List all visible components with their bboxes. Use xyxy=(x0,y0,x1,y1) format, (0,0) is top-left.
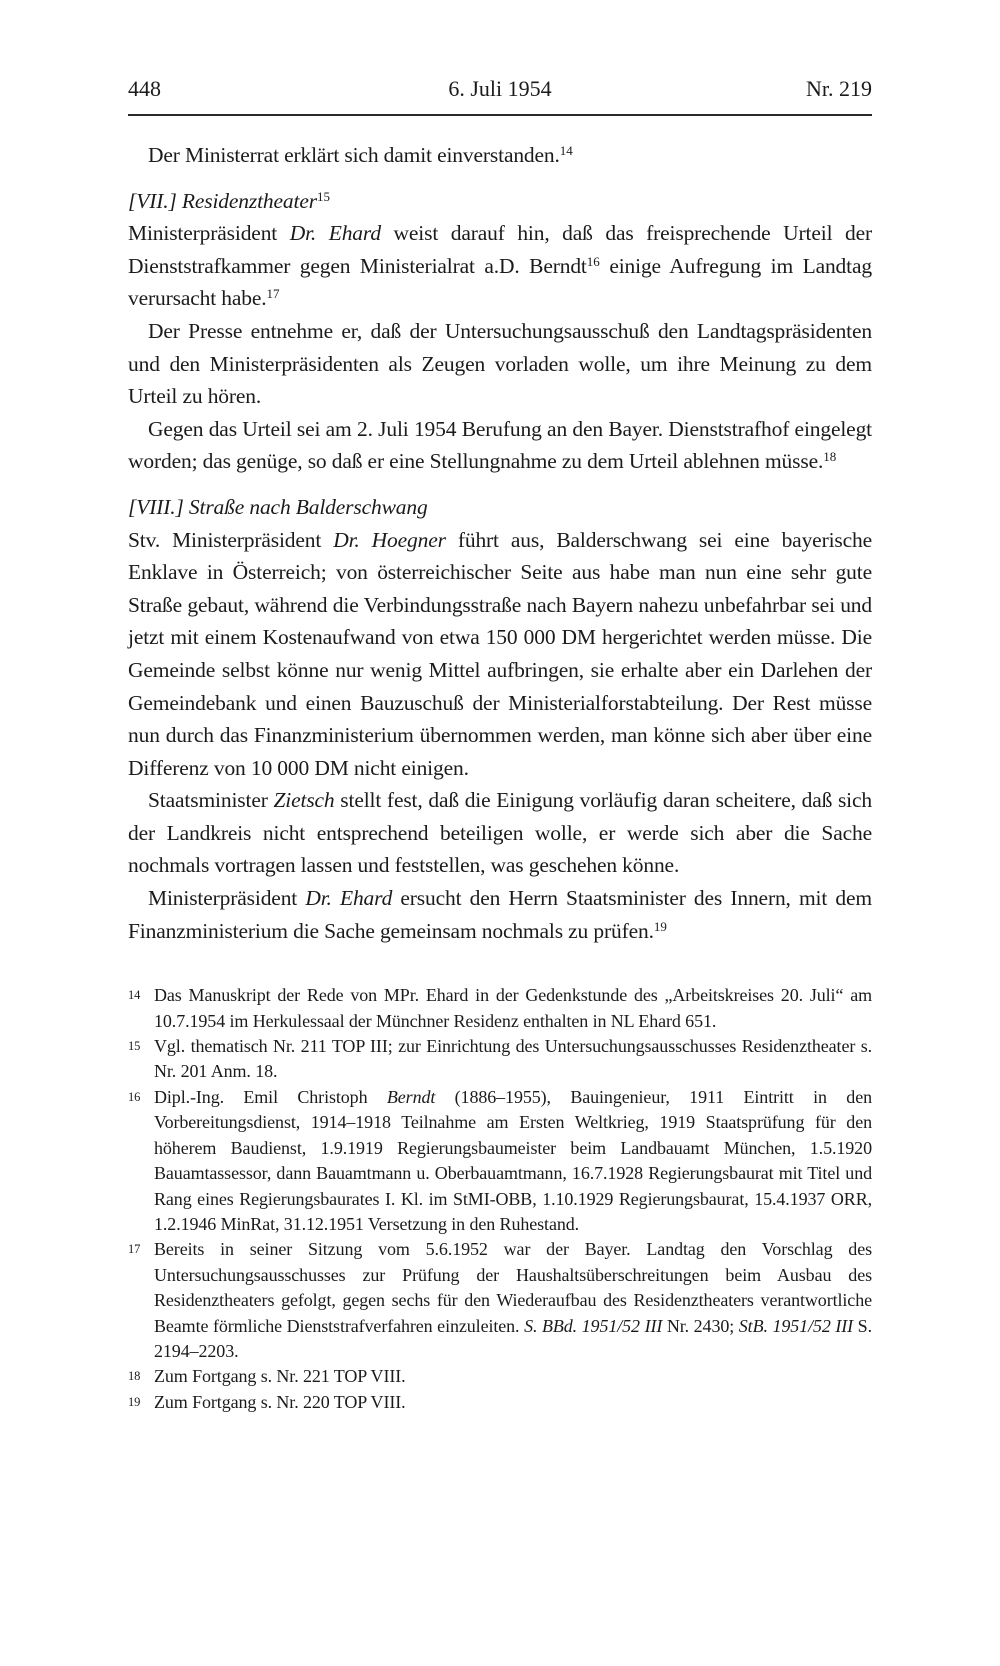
text-segment: [VIII.] Straße nach Balderschwang xyxy=(128,494,428,519)
footnotes-section xyxy=(128,983,872,1415)
text-segment: S. BBd. 1951/52 III xyxy=(524,1315,663,1336)
text-segment: stellt fest, daß die Einigung vorläufig daran scheitere, daß sich der Landkreis nicht entsprechend beteiligen wolle, er werde sich aber die Sache nochmals vortragen lassen und feststellen, was geschehen könne. xyxy=(128,788,872,878)
footnote xyxy=(128,1237,872,1364)
text-segment: Stv. Ministerpräsident xyxy=(128,527,334,552)
text-segment: S. 2194–2203. xyxy=(154,1315,872,1361)
text-segment: Bereits in seiner Sitzung vom 5.6.1952 war der Bayer. Landtag den Vorschlag des Untersuchungsausschusses zur Prüfung der Haushaltsüberschreitungen beim Ausbau des Residenztheaters gefolgt, gegen sechs für den Wiederaufbau des Residenztheaters verantwortliche Beamte förmliche Dienststrafverfahren einzuleiten. xyxy=(154,1239,872,1336)
text-segment: Zietsch xyxy=(273,788,335,813)
footnote-reference: 14 xyxy=(559,143,573,158)
text-segment: Dipl.-Ing. Emil Christoph xyxy=(154,1086,387,1107)
footnote-marker: 19 xyxy=(128,1394,141,1409)
text-segment: Nr. 2430; xyxy=(662,1315,739,1336)
footnote-marker: 14 xyxy=(128,988,141,1003)
text-segment: Der Presse entnehme er, daß der Untersuchungsausschuß den Landtagspräsidenten und den Ministerpräsidenten als Zeugen vorladen wolle, um ihre Meinung zu dem Urteil zu hören. xyxy=(128,318,872,409)
footnote xyxy=(128,1085,872,1237)
text-segment: Zum Fortgang s. Nr. 220 TOP VIII. xyxy=(154,1391,406,1412)
text-segment: weist darauf hin, daß das freisprechende Urteil der Dienststrafkammer gegen Ministerialrat a.D. Berndt xyxy=(128,221,872,278)
text-segment: Dr. Ehard xyxy=(305,886,393,911)
text-segment: Berndt xyxy=(386,1086,436,1107)
text-segment: Ministerpräsident xyxy=(128,221,290,246)
body-text xyxy=(128,139,872,947)
paragraph xyxy=(128,139,872,172)
text-segment: Vgl. thematisch Nr. 211 TOP III; zur Einrichtung des Untersuchungsausschusses Residenztheater s. Nr. 201 Anm. 18. xyxy=(154,1036,872,1082)
paragraph xyxy=(128,882,872,947)
page-header xyxy=(128,76,872,116)
footnote xyxy=(128,1364,872,1389)
footnote-marker: 17 xyxy=(128,1242,141,1257)
text-segment: führt aus, Balderschwang sei eine bayerische Enklave in Österreich; von österreichischer Seite aus habe man nun eine sehr gute Straße gebaut, während die Verbindungsstraße nach Bayern nahezu unbefahrbar sei und jetzt mit einem Kostenaufwand von etwa 150 000 DM hergerichtet werden müsse. Die Gemeinde selbst könne nur wenig Mittel aufbringen, sie erhalte aber ein Darlehen der Gemeindebank und einen Bauzuschuß der Ministerialforstabteilung. Der Rest müsse nun durch das Finanzministerium übernommen werden, man könne sich aber über eine Differenz von 10 000 DM nicht einigen. xyxy=(128,527,873,780)
footnote-reference: 18 xyxy=(823,449,837,465)
paragraph xyxy=(128,524,872,785)
text-segment: Gegen das Urteil sei am 2. Juli 1954 Berufung an den Bayer. Dienststrafhof eingelegt worden; das genüge, so daß er eine Stellungnahme zu dem Urteil ablehnen müsse. xyxy=(128,416,872,474)
text-segment: Dr. Ehard xyxy=(289,221,381,246)
header-issue-number: Nr. 219 xyxy=(806,76,872,101)
footnote-marker: 18 xyxy=(128,1369,141,1384)
footnote-marker: 15 xyxy=(128,1039,141,1054)
text-column xyxy=(128,76,872,1415)
footnote-reference: 15 xyxy=(316,188,330,204)
text-segment: Zum Fortgang s. Nr. 221 TOP VIII. xyxy=(154,1366,406,1387)
text-segment: StB. 1951/52 III xyxy=(738,1315,854,1336)
text-segment: Ministerpräsident xyxy=(148,886,306,911)
text-segment: Dr. Hoegner xyxy=(333,527,446,552)
footnote xyxy=(128,983,872,1034)
footnote xyxy=(128,1390,872,1415)
section-heading xyxy=(128,491,872,524)
text-segment: Staatsminister xyxy=(148,788,274,813)
section-heading xyxy=(128,185,872,218)
paragraph xyxy=(128,217,872,315)
footnote-reference: 17 xyxy=(266,286,280,302)
paragraph xyxy=(128,784,872,882)
paragraph xyxy=(128,315,872,413)
text-segment: (1886–1955), Bauingenieur, 1911 Eintritt in den Vorbereitungsdienst, 1914–1918 Teilnahme am Ersten Weltkrieg, 1919 Staatsprüfung für den höherem Baudienst, 1.9.1919 Regierungsbaumeister beim Landbauamt München, 1.5.1920 Bauamtassessor, dann Bauamtmann u. Oberbauamtmann, 16.7.1928 Regierungsbaurat mit Titel und Rang eines Regierungsbaurates I. Kl. im StMI-OBB, 1.10.1929 Regierungsbaurat, 15.4.1937 ORR, 1.2.1946 MinRat, 31.12.1951 Versetzung in den Ruhestand. xyxy=(154,1086,872,1234)
page-number: 448 xyxy=(128,76,161,101)
text-segment: einige Aufregung im Landtag verursacht habe. xyxy=(128,253,872,311)
header-date: 6. Juli 1954 xyxy=(448,76,552,101)
footnote-marker: 16 xyxy=(128,1089,141,1104)
footnote xyxy=(128,1034,872,1085)
text-segment: Der Ministerrat erklärt sich damit einverstanden. xyxy=(148,143,560,167)
text-segment: Das Manuskript der Rede von MPr. Ehard in der Gedenkstunde des „Arbeitskreises 20. Juli“ am 10.7.1954 im Herkulessaal der Münchner Residenz enthalten in NL Ehard 651. xyxy=(154,985,872,1031)
paragraph xyxy=(128,413,872,478)
text-segment: [VII.] Residenztheater xyxy=(128,188,317,213)
text-segment: ersucht den Herrn Staatsminister des Innern, mit dem Finanzministerium die Sache gemeinsam nochmals zu prüfen. xyxy=(128,886,872,943)
footnote-reference: 19 xyxy=(653,918,667,934)
footnote-reference: 16 xyxy=(586,253,600,269)
